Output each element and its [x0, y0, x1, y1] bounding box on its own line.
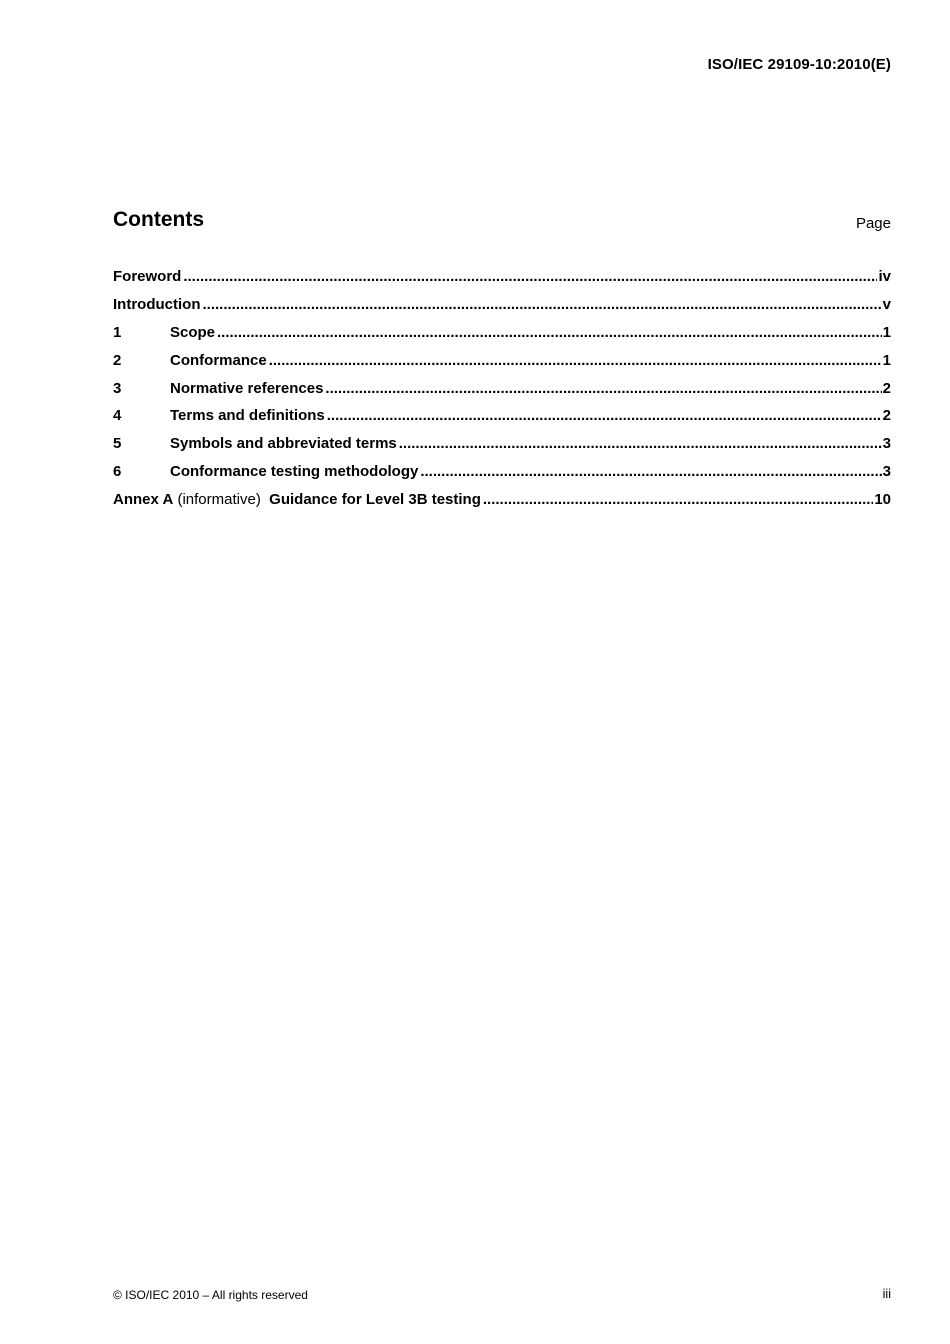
- toc-page-column-label: Page: [855, 215, 891, 232]
- toc-entry-label: Normative references: [170, 379, 324, 397]
- toc-entry-page: v: [882, 295, 891, 313]
- toc-entry-symbols-and-abbreviated-terms[interactable]: [113, 435, 891, 463]
- toc-dot-leader: [420, 463, 881, 480]
- toc-entry-page: 10: [874, 491, 891, 509]
- toc-annex-qualifier: (informative): [177, 491, 261, 509]
- toc-dot-leader: [269, 352, 882, 369]
- toc-entry-scope[interactable]: [113, 324, 891, 352]
- toc-entry-number: 2: [113, 351, 122, 369]
- document-id: ISO/IEC 29109-10:2010(E): [707, 56, 891, 73]
- toc-dot-leader: [483, 491, 873, 508]
- toc-entry-page: iv: [878, 268, 891, 285]
- toc-dot-leader: [327, 407, 882, 424]
- toc-entry-label: Conformance testing methodology: [170, 463, 419, 481]
- toc-entry-label: Introduction: [113, 295, 201, 313]
- toc-entry-page: 1: [882, 323, 891, 341]
- toc-list: [113, 268, 891, 519]
- toc-dot-leader: [399, 435, 882, 452]
- toc-entry-conformance[interactable]: [113, 352, 891, 380]
- toc-entry-label: Terms and definitions: [170, 407, 325, 425]
- toc-entry-foreword[interactable]: [113, 268, 891, 296]
- toc-entry-label: Conformance: [170, 351, 267, 369]
- toc-entry-page: 1: [882, 351, 891, 369]
- toc-entry-number: 3: [113, 379, 122, 397]
- toc-dot-leader: [325, 380, 881, 397]
- toc-entry-label: Scope: [170, 323, 216, 341]
- toc-entry-number: 4: [113, 407, 122, 425]
- toc-entry-conformance-testing-methodology[interactable]: [113, 463, 891, 491]
- toc-entry-normative-references[interactable]: [113, 380, 891, 408]
- toc-entry-annex-a[interactable]: [113, 491, 891, 519]
- toc-dot-leader: [183, 268, 877, 285]
- toc-entry-page: 2: [882, 407, 891, 425]
- toc-entry-page: 2: [882, 379, 891, 397]
- footer-copyright: © ISO/IEC 2010 – All rights reserved: [113, 1288, 308, 1302]
- toc-entry-number: 6: [113, 463, 122, 481]
- toc-entry-label: Symbols and abbreviated terms: [170, 435, 397, 453]
- toc-entry-page: 3: [882, 463, 891, 481]
- toc-entry-label: Foreword: [113, 268, 182, 285]
- footer-page-number: iii: [882, 1287, 891, 1301]
- toc-header: [113, 208, 891, 238]
- toc-entry-page: 3: [882, 435, 891, 453]
- toc-entry-introduction[interactable]: [113, 296, 891, 324]
- toc-annex-label: Guidance for Level 3B testing: [269, 491, 481, 509]
- toc-entry-terms-and-definitions[interactable]: [113, 407, 891, 435]
- toc-dot-leader: [202, 296, 881, 313]
- toc-entry-number: 1: [113, 323, 122, 341]
- toc-entry-number: 5: [113, 435, 122, 453]
- toc-title: Contents: [113, 208, 204, 231]
- toc-dot-leader: [217, 324, 882, 341]
- toc-annex-prefix: Annex A: [113, 491, 174, 509]
